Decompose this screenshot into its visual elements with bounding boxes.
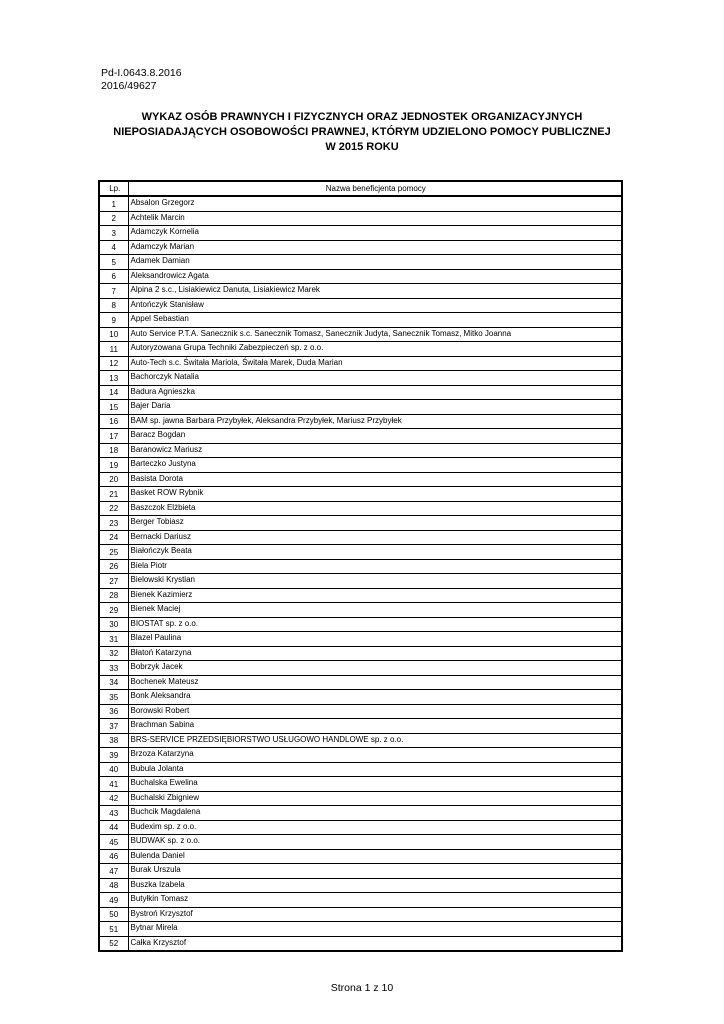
title-line: NIEPOSIADAJĄCYCH OSOBOWOŚCI PRAWNEJ, KTÓRYM UDZIELONO POMOCY PUBLICZNEJ [113, 126, 611, 138]
row-number: 38 [99, 733, 128, 748]
beneficiary-name: Buchalska Ewelina [128, 777, 622, 792]
row-number: 36 [99, 704, 128, 719]
beneficiary-name: Błatoń Katarzyna [128, 646, 622, 661]
table-row [99, 284, 622, 299]
row-number: 13 [99, 371, 128, 386]
table-row [99, 400, 622, 415]
row-number: 4 [99, 240, 128, 255]
beneficiary-name: Aleksandrowicz Agata [128, 269, 622, 284]
beneficiary-name: BRS-SERVICE PRZEDSIĘBIORSTWO USŁUGOWO HANDLOWE sp. z o.o. [128, 733, 622, 748]
row-number: 10 [99, 327, 128, 342]
row-number: 14 [99, 385, 128, 400]
table-row [99, 516, 622, 531]
row-number: 15 [99, 400, 128, 415]
row-number: 11 [99, 342, 128, 357]
row-number: 37 [99, 719, 128, 734]
table-row [99, 226, 622, 241]
beneficiary-name: Bytnar Mirela [128, 922, 622, 937]
row-number: 50 [99, 907, 128, 922]
beneficiary-name: Baszczok Elżbieta [128, 501, 622, 516]
case-number: Pd-I.0643.8.2016 [101, 67, 182, 79]
beneficiary-name: BAM sp. jawna Barbara Przybyłek, Aleksandra Przybyłek, Mariusz Przybyłek [128, 414, 622, 429]
beneficiary-name: Całka Krzysztof [128, 936, 622, 951]
beneficiary-name: Auto-Tech s.c. Świtała Mariola, Świtała Marek, Duda Marian [128, 356, 622, 371]
table-row [99, 704, 622, 719]
row-number: 17 [99, 429, 128, 444]
table-row [99, 864, 622, 879]
beneficiary-name: Bielowski Krystian [128, 574, 622, 589]
beneficiary-name: Baracz Bogdan [128, 429, 622, 444]
table-row [99, 922, 622, 937]
table-row [99, 487, 622, 502]
table-row [99, 327, 622, 342]
table-row [99, 240, 622, 255]
title-line: W 2015 ROKU [325, 141, 399, 153]
table-row [99, 733, 622, 748]
table-row [99, 617, 622, 632]
row-number: 31 [99, 632, 128, 647]
row-number: 30 [99, 617, 128, 632]
row-number: 21 [99, 487, 128, 502]
table-row [99, 748, 622, 763]
row-number: 33 [99, 661, 128, 676]
row-number: 52 [99, 936, 128, 951]
table-row [99, 414, 622, 429]
beneficiary-name: Adamczyk Marian [128, 240, 622, 255]
table-row [99, 719, 622, 734]
beneficiary-name: Białończyk Beata [128, 545, 622, 560]
row-number: 3 [99, 226, 128, 241]
beneficiary-name: Blazel Paulina [128, 632, 622, 647]
table-row [99, 632, 622, 647]
row-number: 45 [99, 835, 128, 850]
beneficiary-name: Absalon Grzegorz [128, 196, 622, 211]
row-number: 49 [99, 893, 128, 908]
table-row [99, 820, 622, 835]
table-row [99, 211, 622, 226]
table-row [99, 472, 622, 487]
beneficiary-name: Bochenek Mateusz [128, 675, 622, 690]
row-number: 6 [99, 269, 128, 284]
beneficiary-name: Bulenda Daniel [128, 849, 622, 864]
table-row [99, 849, 622, 864]
table-row [99, 342, 622, 357]
beneficiary-name: Bystroń Krzysztof [128, 907, 622, 922]
beneficiary-name: Basket ROW Rybnik [128, 487, 622, 502]
beneficiary-name: Brzoza Katarzyna [128, 748, 622, 763]
table-row [99, 298, 622, 313]
page-number: Strona 1 z 10 [330, 982, 394, 994]
table-row [99, 878, 622, 893]
beneficiary-name: Adamek Damian [128, 255, 622, 270]
table-row [99, 690, 622, 705]
table-row [99, 196, 622, 211]
table-row [99, 356, 622, 371]
row-number: 44 [99, 820, 128, 835]
table-row [99, 458, 622, 473]
column-header-lp: Lp. [99, 181, 128, 196]
table-body [99, 196, 622, 951]
table-row [99, 385, 622, 400]
row-number: 9 [99, 313, 128, 328]
beneficiary-name: Autoryzowana Grupa Techniki Zabezpieczeń sp. z o.o. [128, 342, 622, 357]
column-header-name: Nazwa beneficjenta pomocy [128, 181, 622, 196]
row-number: 35 [99, 690, 128, 705]
table-row [99, 313, 622, 328]
row-number: 43 [99, 806, 128, 821]
table-header-row [99, 181, 622, 196]
row-number: 27 [99, 574, 128, 589]
row-number: 24 [99, 530, 128, 545]
beneficiary-name: BIOSTAT sp. z o.o. [128, 617, 622, 632]
row-number: 12 [99, 356, 128, 371]
table-row [99, 545, 622, 560]
beneficiary-name: Appel Sebastian [128, 313, 622, 328]
beneficiary-name: Bajer Daria [128, 400, 622, 415]
table-row [99, 893, 622, 908]
beneficiary-name: Bubula Jolanta [128, 762, 622, 777]
beneficiaries-table [98, 180, 623, 952]
beneficiary-name: Basista Dorota [128, 472, 622, 487]
table-row [99, 675, 622, 690]
beneficiary-name: Bienek Kazimierz [128, 588, 622, 603]
beneficiary-name: Biela Piotr [128, 559, 622, 574]
beneficiary-name: Bobrzyk Jacek [128, 661, 622, 676]
row-number: 28 [99, 588, 128, 603]
table-row [99, 835, 622, 850]
row-number: 22 [99, 501, 128, 516]
beneficiary-name: Bienek Maciej [128, 603, 622, 618]
beneficiary-name: Achtelik Marcin [128, 211, 622, 226]
table-row [99, 429, 622, 444]
row-number: 5 [99, 255, 128, 270]
beneficiary-name: Berger Tobiasz [128, 516, 622, 531]
row-number: 7 [99, 284, 128, 299]
row-number: 39 [99, 748, 128, 763]
row-number: 47 [99, 864, 128, 879]
row-number: 42 [99, 791, 128, 806]
beneficiary-name: BUDWAK sp. z o.o. [128, 835, 622, 850]
row-number: 26 [99, 559, 128, 574]
row-number: 29 [99, 603, 128, 618]
table-row [99, 269, 622, 284]
table-row [99, 255, 622, 270]
beneficiary-name: Antończyk Stanisław [128, 298, 622, 313]
table-row [99, 588, 622, 603]
beneficiary-name: Borowski Robert [128, 704, 622, 719]
row-number: 1 [99, 196, 128, 211]
beneficiary-name: Bonk Aleksandra [128, 690, 622, 705]
table-row [99, 530, 622, 545]
beneficiary-name: Baranowicz Mariusz [128, 443, 622, 458]
beneficiary-name: Brachman Sabina [128, 719, 622, 734]
beneficiary-name: Auto Service P.T.A. Sanecznik s.c. Sanecznik Tomasz, Sanecznik Judyta, Sanecznik Tomasz, Mitko Joanna [128, 327, 622, 342]
row-number: 20 [99, 472, 128, 487]
table-row [99, 559, 622, 574]
row-number: 32 [99, 646, 128, 661]
row-number: 34 [99, 675, 128, 690]
table-row [99, 501, 622, 516]
row-number: 46 [99, 849, 128, 864]
table-row [99, 371, 622, 386]
beneficiary-name: Buchcik Magdalena [128, 806, 622, 821]
document-number: 2016/49627 [101, 80, 157, 92]
row-number: 16 [99, 414, 128, 429]
row-number: 51 [99, 922, 128, 937]
beneficiary-name: Butyłkin Tomasz [128, 893, 622, 908]
beneficiary-name: Barteczko Justyna [128, 458, 622, 473]
table-row [99, 646, 622, 661]
table-row [99, 661, 622, 676]
row-number: 8 [99, 298, 128, 313]
beneficiary-name: Burak Urszula [128, 864, 622, 879]
beneficiary-name: Buszka Izabela [128, 878, 622, 893]
beneficiary-name: Bachorczyk Natalia [128, 371, 622, 386]
title-line: WYKAZ OSÓB PRAWNYCH I FIZYCZNYCH ORAZ JEDNOSTEK ORGANIZACYJNYCH [141, 111, 583, 123]
table-row [99, 907, 622, 922]
row-number: 48 [99, 878, 128, 893]
row-number: 40 [99, 762, 128, 777]
table-row [99, 443, 622, 458]
row-number: 25 [99, 545, 128, 560]
beneficiary-name: Buchalski Zbigniew [128, 791, 622, 806]
beneficiary-name: Bernacki Dariusz [128, 530, 622, 545]
table-row [99, 603, 622, 618]
document-title [60, 110, 664, 155]
table-row [99, 762, 622, 777]
document-reference [101, 67, 182, 93]
table-row [99, 936, 622, 951]
row-number: 41 [99, 777, 128, 792]
table-row [99, 777, 622, 792]
row-number: 2 [99, 211, 128, 226]
table-row [99, 806, 622, 821]
beneficiary-name: Badura Agnieszka [128, 385, 622, 400]
beneficiary-name: Alpina 2 s.c., Lisiakiewicz Danuta, Lisiakiewicz Marek [128, 284, 622, 299]
table-row [99, 791, 622, 806]
table-row [99, 574, 622, 589]
row-number: 23 [99, 516, 128, 531]
row-number: 19 [99, 458, 128, 473]
beneficiary-name: Adamczyk Kornelia [128, 226, 622, 241]
beneficiary-name: Budexim sp. z o.o. [128, 820, 622, 835]
row-number: 18 [99, 443, 128, 458]
